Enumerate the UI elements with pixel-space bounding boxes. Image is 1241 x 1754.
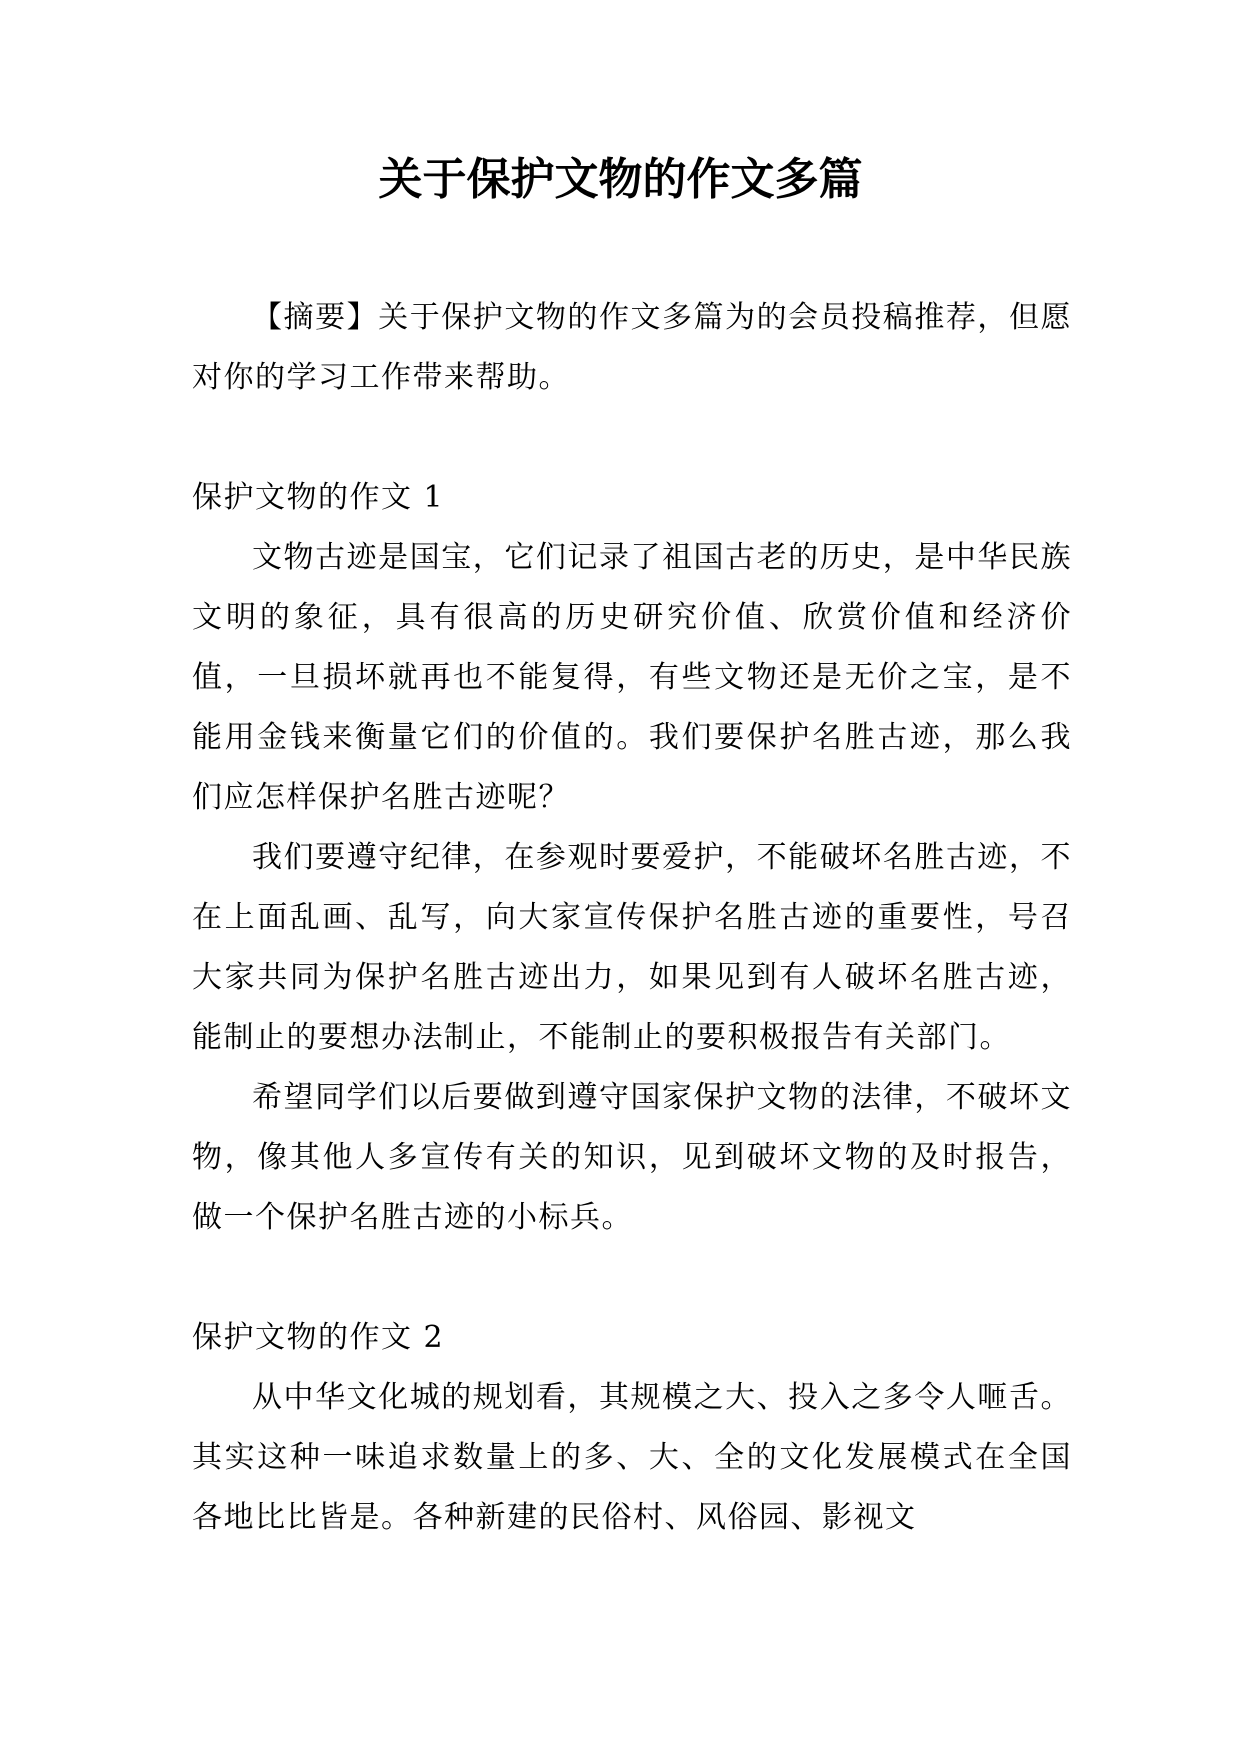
document-body bbox=[192, 288, 1072, 1608]
paragraph: 我们要遵守纪律，在参观时要爱护，不能破坏名胜古迹，不在上面乱画、乱写，向大家宣传保护名胜古迹的重要性，号召大家共同为保护名胜古迹出力，如果见到有人破坏名胜古迹，能制止的要想办法制止，不能制止的要积极报告有关部门。 bbox=[192, 840, 1072, 1055]
paragraph: 文物古迹是国宝，它们记录了祖国古老的历史，是中华民族文明的象征，具有很高的历史研究价值、欣赏价值和经济价值，一旦损坏就再也不能复得，有些文物还是无价之宝，是不能用金钱来衡量它们的价值的。我们要保护名胜古迹，那么我们应怎样保护名胜古迹呢？ bbox=[192, 540, 1072, 815]
document-title: 关于保护文物的作文多篇 bbox=[378, 154, 863, 205]
essay-section-2 bbox=[192, 1308, 1072, 1548]
paragraph: 希望同学们以后要做到遵守国家保护文物的法律，不破坏文物，像其他人多宣传有关的知识，见到破坏文物的及时报告，做一个保护名胜古迹的小标兵。 bbox=[192, 1080, 1072, 1235]
section-heading: 保护文物的作文 2 bbox=[192, 1320, 445, 1355]
section-heading: 保护文物的作文 1 bbox=[192, 480, 445, 515]
abstract-paragraph: 【摘要】关于保护文物的作文多篇为的会员投稿推荐，但愿对你的学习工作带来帮助。 bbox=[192, 300, 1072, 395]
paragraph: 从中华文化城的规划看，其规模之大、投入之多令人咂舌。其实这种一味追求数量上的多、大、全的文化发展模式在全国各地比比皆是。各种新建的民俗村、风俗园、影视文 bbox=[192, 1380, 1072, 1535]
essay-section-1 bbox=[192, 468, 1072, 1248]
